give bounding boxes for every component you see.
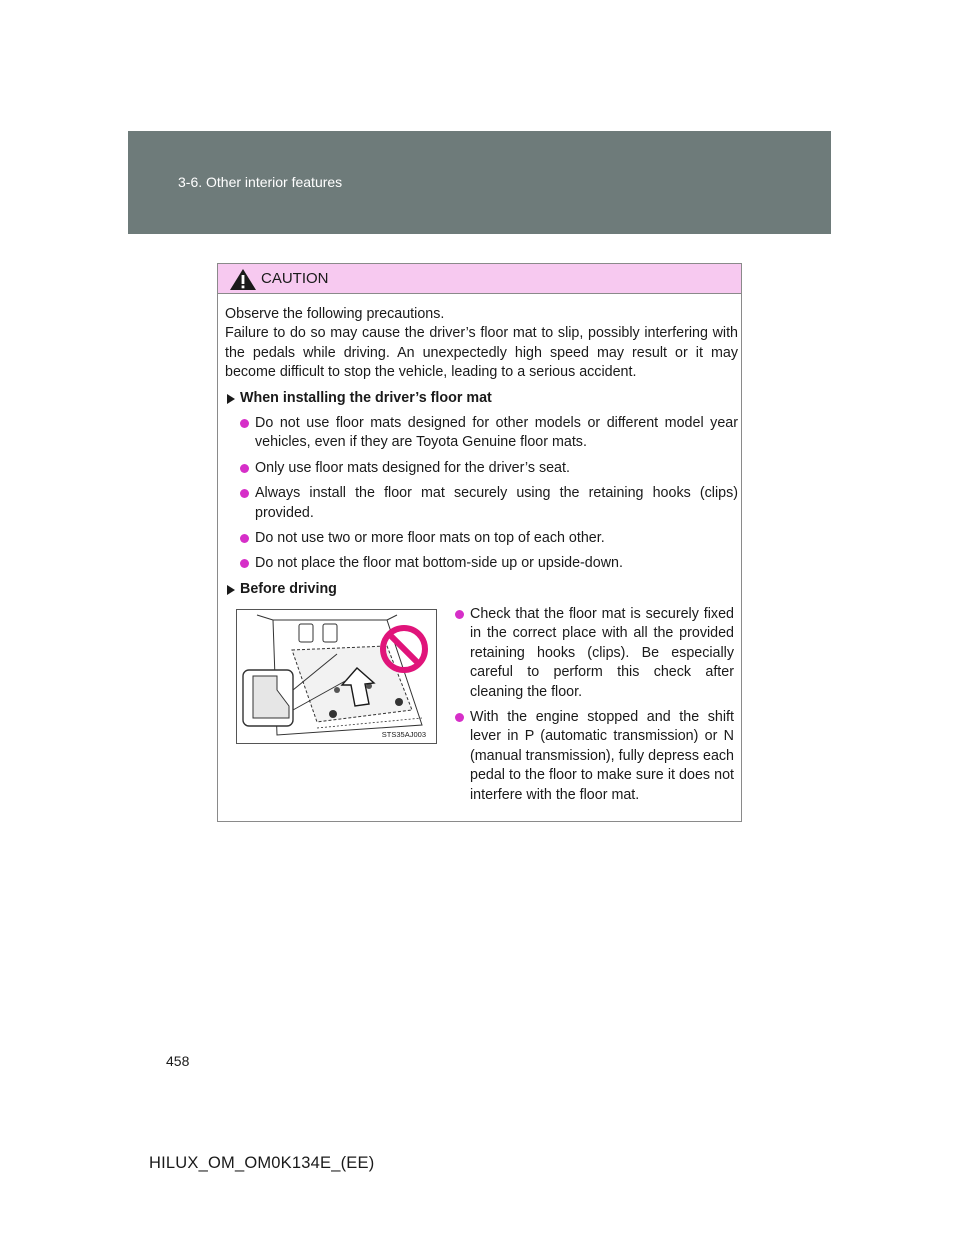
- list-item: [240, 554, 738, 573]
- list-item-text: Check that the floor mat is securely fixed in the correct place with all the provided retaining hooks (clips). Be especially careful to perform this check after cleaning the floor.: [470, 606, 734, 700]
- list-item: [240, 484, 738, 523]
- list-item-text: Do not place the floor mat bottom-side up or upside-down.: [255, 555, 623, 572]
- bullet-dot-icon: [455, 610, 464, 619]
- bullet-dot-icon: [240, 534, 249, 543]
- caution-header: [218, 264, 741, 294]
- intro-paragraph: Failure to do so may cause the driver’s floor mat to slip, possibly interfering with the pedals while driving. An unexpectedly high speed may result or it may become difficult to stop the vehicle, leading to a serious accident.: [225, 325, 738, 381]
- bullet-dot-icon: [240, 464, 249, 473]
- list-item: [240, 529, 738, 548]
- header-band: [128, 131, 831, 234]
- triangle-bullet-icon: [227, 394, 235, 404]
- list-item-text: With the engine stopped and the shift lever in P (automatic transmission) or N (manual transmission), fully depress each pedal to the floor to make sure it does not interfere with the floor mat.: [470, 709, 734, 803]
- warning-triangle-icon: [229, 268, 257, 291]
- installing-heading-text: When installing the driver’s floor mat: [240, 389, 492, 406]
- list-item: [240, 414, 738, 453]
- bullet-dot-icon: [455, 713, 464, 722]
- caution-intro: [225, 305, 738, 383]
- driving-heading: [225, 580, 738, 599]
- list-item: [240, 459, 738, 478]
- figure-code: STS35AJ003: [381, 730, 426, 739]
- caution-box: [217, 263, 742, 822]
- caution-title: CAUTION: [261, 270, 329, 287]
- section-title: 3-6. Other interior features: [178, 174, 343, 190]
- bullet-dot-icon: [240, 419, 249, 428]
- caution-body: [225, 305, 738, 599]
- driving-heading-text: Before driving: [240, 580, 337, 597]
- list-item-text: Always install the floor mat securely using the retaining hooks (clips) provided.: [255, 485, 738, 521]
- before-driving-list: [455, 605, 734, 811]
- triangle-bullet-icon: [227, 585, 235, 595]
- prohibition-sign-icon: [379, 624, 429, 674]
- page-number: 458: [166, 1053, 190, 1069]
- installing-heading: [225, 389, 738, 408]
- list-item-text: Do not use two or more floor mats on top of each other.: [255, 530, 605, 547]
- floor-mat-illustration: [236, 609, 437, 744]
- bullet-dot-icon: [240, 489, 249, 498]
- footer-code: HILUX_OM_OM0K134E_(EE): [149, 1154, 375, 1172]
- list-item-text: Only use floor mats designed for the driver’s seat.: [255, 459, 570, 476]
- list-item-text: Do not use floor mats designed for other models or different model year vehicles, even if they are Toyota Genuine floor mats.: [255, 415, 738, 451]
- list-item: [455, 708, 734, 805]
- list-item: [455, 605, 734, 702]
- intro-line: Observe the following precautions.: [225, 306, 445, 322]
- bullet-dot-icon: [240, 559, 249, 568]
